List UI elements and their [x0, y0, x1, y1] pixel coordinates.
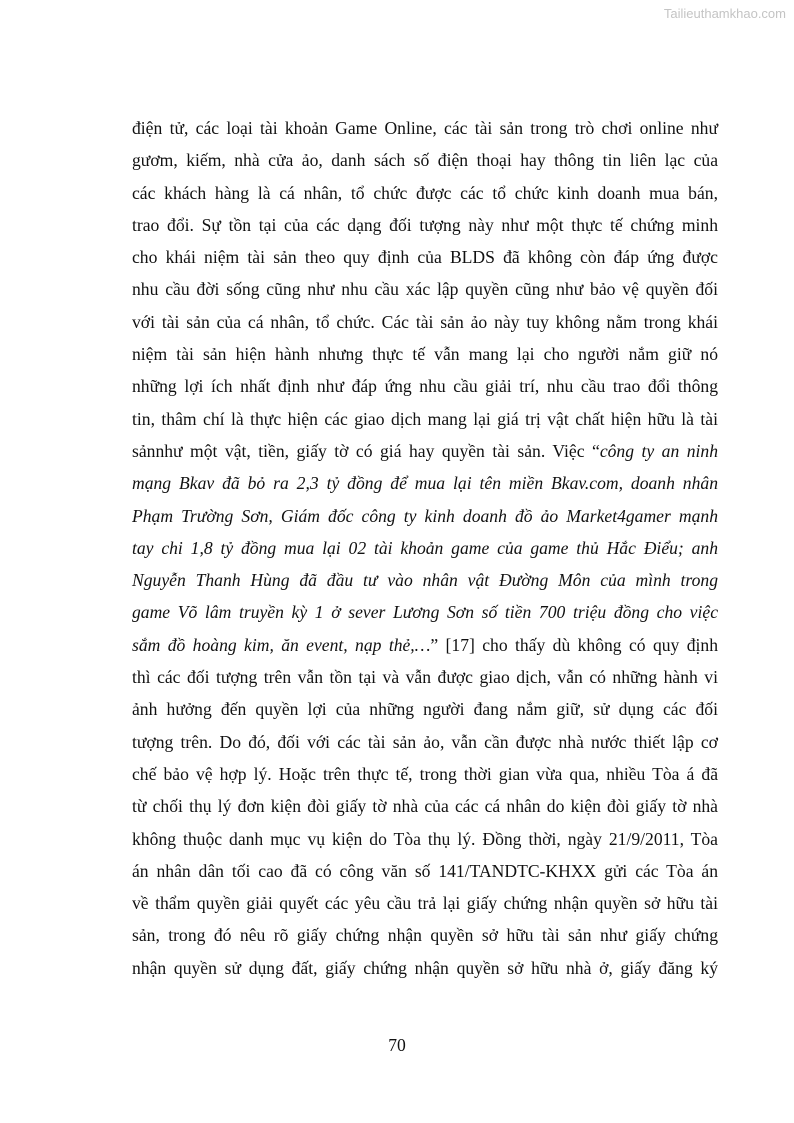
- text-line: ảnh hưởng đến quyền lợi của những người đang nắm giữ, sử dụng các đối: [132, 699, 718, 720]
- text-line: với tài sản của cá nhân, tổ chức. Các tài sản ảo này tuy không nằm trong khái: [132, 311, 718, 332]
- text-line-mixed: [132, 435, 718, 467]
- text-line: nhu cầu đời sống cũng như nhu cầu xác lập quyền cũng như bảo vệ quyền đối: [132, 279, 718, 300]
- text-line: gươm, kiếm, nhà cửa ảo, danh sách số điện thoại hay thông tin liên lạc của: [132, 150, 718, 171]
- text-line-mixed: [132, 629, 718, 661]
- quote-line: mạng Bkav đã bỏ ra 2,3 tỷ đồng để mua lại tên miền Bkav.com, doanh nhân: [132, 473, 718, 494]
- text-line: điện tử, các loại tài khoản Game Online, các tài sản trong trò chơi online như: [132, 118, 718, 138]
- quote-line: Nguyễn Thanh Hùng đã đầu tư vào nhân vật Đường Môn của mình trong: [132, 570, 718, 591]
- text-line: án nhân dân tối cao đã có công văn số 141/TANDTC-KHXX gửi các Tòa án: [132, 860, 718, 881]
- quote-italic-part: sắm đồ hoàng kim, ăn event, nạp thẻ,…: [132, 634, 431, 655]
- citation-part: ” [17] cho thấy dù không có quy định: [430, 634, 718, 655]
- quote-italic-part: công ty an ninh: [599, 440, 718, 461]
- quote-line: game Võ lâm truyền kỳ 1 ở sever Lương Sơn số tiền 700 triệu đồng cho việc: [132, 602, 718, 623]
- quote-line: tay chi 1,8 tỷ đồng mua lại 02 tài khoản game của game thủ Hắc Điểu; anh: [132, 537, 718, 558]
- watermark-text: Tailieuthamkhao.com: [663, 6, 786, 21]
- text-line: nhận quyền sử dụng đất, giấy chứng nhận quyền sở hữu nhà ở, giấy đăng ký: [132, 957, 718, 978]
- text-line: cho khái niệm tài sản theo quy định của BLDS đã không còn đáp ứng được: [132, 247, 718, 268]
- line-normal-part: sảnnhư một vật, tiền, giấy tờ có giá hay quyền tài sản. Việc “: [132, 440, 600, 461]
- text-line: không thuộc danh mục vụ kiện do Tòa thụ lý. Đồng thời, ngày 21/9/2011, Tòa: [132, 828, 718, 849]
- body-text: [132, 112, 718, 984]
- page-number: 70: [388, 1035, 406, 1055]
- text-line: chế bảo vệ hợp lý. Hoặc trên thực tế, trong thời gian vừa qua, nhiều Tòa á đã: [132, 763, 718, 784]
- text-line: tin, thâm chí là thực hiện các giao dịch mang lại giá trị vật chất hiện hữu là tài: [132, 408, 718, 429]
- text-line: những lợi ích nhất định như đáp ứng nhu cầu giải trí, nhu cầu trao đổi thông: [132, 376, 718, 397]
- text-line: từ chối thụ lý đơn kiện đòi giấy tờ nhà của các cá nhân do kiện đòi giấy tờ nhà: [132, 796, 718, 817]
- text-line: niệm tài sản hiện hành nhưng thực tế vẫn mang lại cho người nắm giữ nó: [132, 344, 718, 365]
- text-line: trao đổi. Sự tồn tại của các dạng đối tượng này như một thực tế chứng minh: [132, 214, 718, 235]
- text-line: về thẩm quyền giải quyết các yêu cầu trả lại giấy chứng nhận quyền sở hữu tài: [132, 893, 718, 914]
- text-line: sản, trong đó nêu rõ giấy chứng nhận quyền sở hữu tài sản như giấy chứng: [132, 925, 718, 946]
- text-line: thì các đối tượng trên vẫn tồn tại và vẫn được giao dịch, vẫn có những hành vi: [132, 667, 718, 688]
- quote-line: Phạm Trường Sơn, Giám đốc công ty kinh doanh đồ ảo Market4gamer mạnh: [132, 505, 718, 526]
- text-line: các khách hàng là cá nhân, tổ chức được các tổ chức kinh doanh mua bán,: [132, 182, 718, 203]
- text-line: tượng trên. Do đó, đối với các tài sản ảo, vẫn cần được nhà nước thiết lập cơ: [132, 731, 718, 752]
